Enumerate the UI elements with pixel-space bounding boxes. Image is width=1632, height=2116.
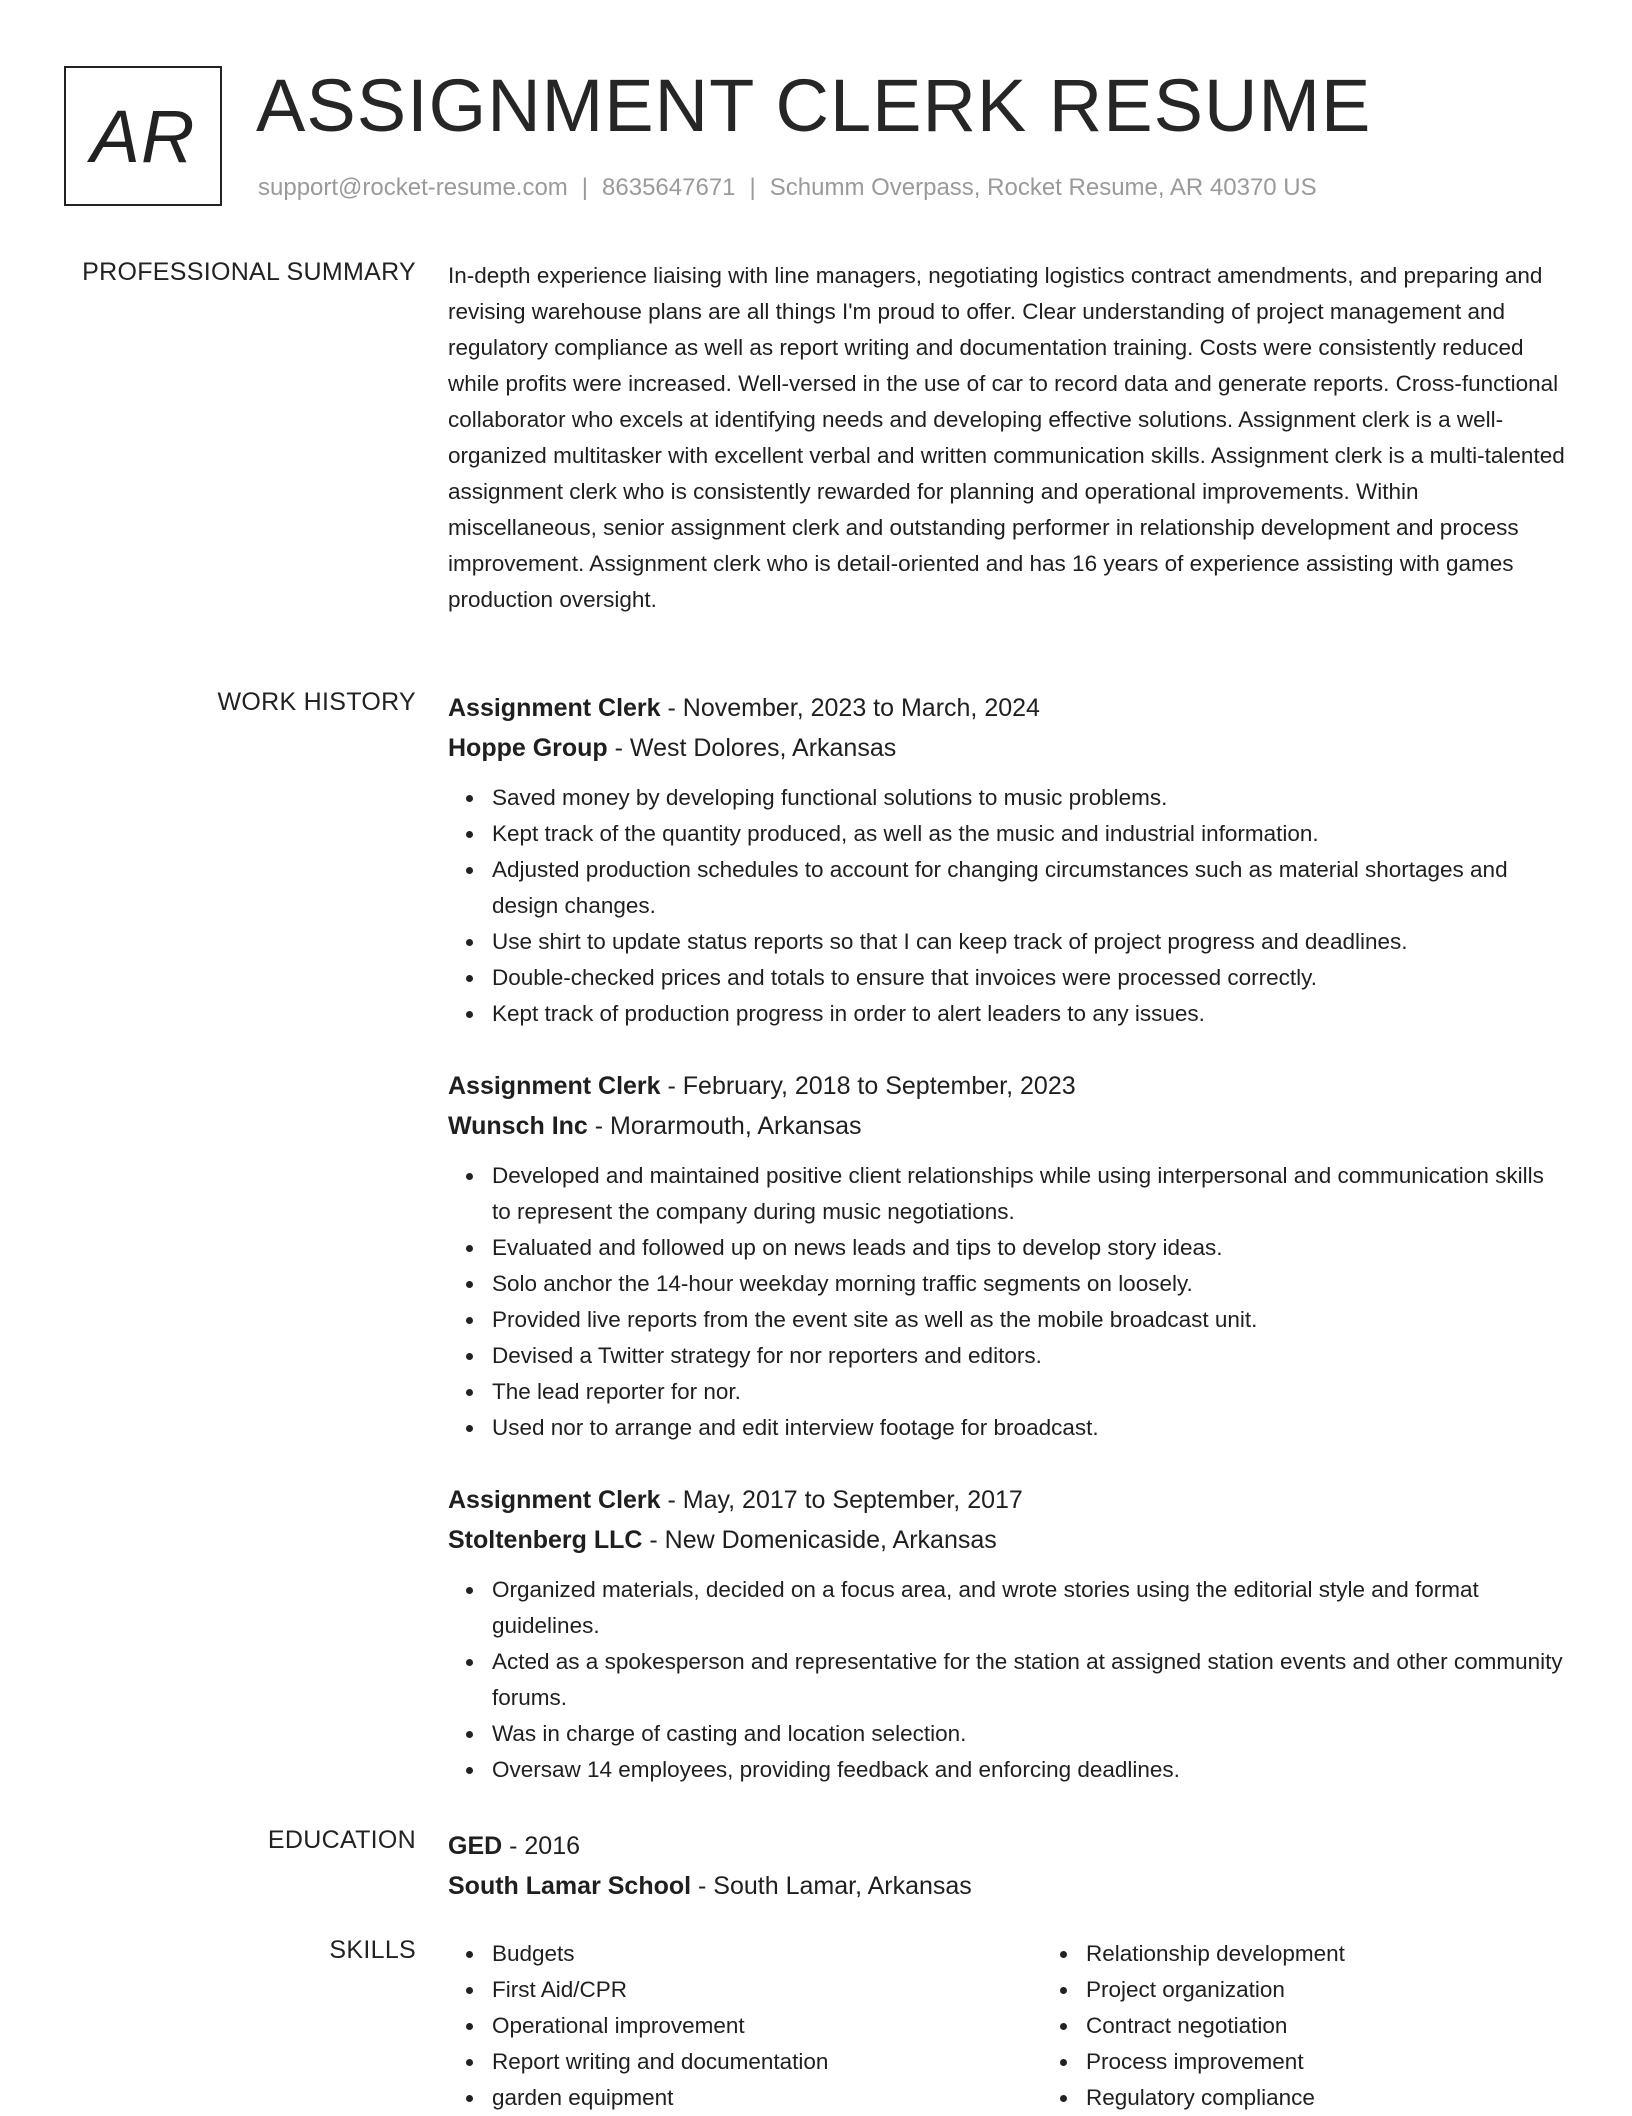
- job-bullet: The lead reporter for nor.: [492, 1374, 1568, 1410]
- skills-heading: SKILLS: [329, 1936, 416, 1964]
- education-school: South Lamar School: [448, 1872, 692, 1900]
- skill-item: First Aid/CPR: [492, 1972, 1042, 2008]
- contact-email: support@rocket-resume.com: [258, 174, 568, 201]
- job-bullets: [448, 1158, 1568, 1446]
- job-dates: - February, 2018 to September, 2023: [660, 1072, 1076, 1100]
- skills-body: [448, 1936, 1568, 2116]
- job-location: - New Domenicaside, Arkansas: [642, 1526, 997, 1554]
- job-title-line: [448, 1480, 1568, 1520]
- education-location: - South Lamar, Arkansas: [691, 1872, 972, 1900]
- job-title: Assignment Clerk: [448, 694, 661, 722]
- job-bullet: Kept track of production progress in order to alert leaders to any issues.: [492, 996, 1568, 1032]
- contact-address: Schumm Overpass, Rocket Resume, AR 40370 US: [769, 174, 1317, 201]
- education-degree: GED: [448, 1832, 503, 1860]
- job-bullet: Used nor to arrange and edit interview footage for broadcast.: [492, 1410, 1568, 1446]
- job-bullet: Double-checked prices and totals to ensure that invoices were processed correctly.: [492, 960, 1568, 996]
- job-bullet: Acted as a spokesperson and representative for the station at assigned station events and other community forums.: [492, 1644, 1568, 1716]
- education-school-line: [448, 1866, 1568, 1906]
- skill-item: Relationship development: [1086, 1936, 1632, 1972]
- skills-list-left: [448, 1936, 1042, 2116]
- skill-item: Report writing and documentation: [492, 2044, 1042, 2080]
- job-bullet: Adjusted production schedules to account for changing circumstances such as material shortages and design changes.: [492, 852, 1568, 924]
- job-company-line: [448, 728, 1568, 768]
- skill-item: Regulatory compliance: [1086, 2080, 1632, 2116]
- skill-item: Project organization: [1086, 1972, 1632, 2008]
- job-company: Hoppe Group: [448, 734, 608, 762]
- resume-title: ASSIGNMENT CLERK RESUME: [256, 64, 1372, 147]
- job-bullets: [448, 780, 1568, 1032]
- education-heading: EDUCATION: [267, 1826, 416, 1854]
- job-bullet: Organized materials, decided on a focus area, and wrote stories using the editorial style and format guidelines.: [492, 1572, 1568, 1644]
- education-year: - 2016: [502, 1832, 581, 1860]
- job-company: Wunsch Inc: [448, 1112, 588, 1140]
- education-body: [448, 1826, 1568, 1906]
- job-entry: [448, 1480, 1568, 1788]
- skills-list-right: [1042, 1936, 1632, 2116]
- monogram-logo: AR: [64, 66, 222, 206]
- contact-separator: |: [581, 174, 589, 201]
- skill-item: Operational improvement: [492, 2008, 1042, 2044]
- job-dates: - November, 2023 to March, 2024: [660, 694, 1040, 722]
- resume-header: [64, 66, 1564, 226]
- job-bullet: Kept track of the quantity produced, as well as the music and industrial information.: [492, 816, 1568, 852]
- job-dates: - May, 2017 to September, 2017: [660, 1486, 1023, 1514]
- work-history-heading: WORK HISTORY: [217, 688, 416, 716]
- skill-item: garden equipment: [492, 2080, 1042, 2116]
- job-title-line: [448, 688, 1568, 728]
- job-bullet: Evaluated and followed up on news leads and tips to develop story ideas.: [492, 1230, 1568, 1266]
- job-company-line: [448, 1520, 1568, 1560]
- job-bullets: [448, 1572, 1568, 1788]
- job-company-line: [448, 1106, 1568, 1146]
- job-entry: [448, 688, 1568, 1032]
- job-title: Assignment Clerk: [448, 1072, 661, 1100]
- job-title-line: [448, 1066, 1568, 1106]
- job-location: - West Dolores, Arkansas: [607, 734, 897, 762]
- job-company: Stoltenberg LLC: [448, 1526, 643, 1554]
- summary-text: In-depth experience liaising with line managers, negotiating logistics contract amendments, and preparing and revising warehouse plans are all things I'm proud to offer. Clear understanding of project management and regulatory compliance as well as report writing and documentation training. Costs were consistently reduced while profits were increased. Well-versed in the use of car to record data and generate reports. Cross-functional collaborator who excels at identifying needs and developing effective solutions. Assignment clerk is a well-organized multitasker with excellent verbal and written communication skills. Assignment clerk is a multi-talented assignment clerk who is consistently rewarded for planning and operational improvements. Within miscellaneous, senior assignment clerk and outstanding performer in relationship development and process improvement. Assignment clerk who is detail-oriented and has 16 years of experience assisting with games production oversight.: [448, 263, 1565, 612]
- summary-body: [448, 258, 1568, 618]
- job-bullet: Provided live reports from the event site as well as the mobile broadcast unit.: [492, 1302, 1568, 1338]
- job-bullet: Oversaw 14 employees, providing feedback and enforcing deadlines.: [492, 1752, 1568, 1788]
- job-location: - Morarmouth, Arkansas: [587, 1112, 862, 1140]
- education-degree-line: [448, 1826, 1568, 1866]
- job-bullet: Devised a Twitter strategy for nor reporters and editors.: [492, 1338, 1568, 1374]
- summary-heading: PROFESSIONAL SUMMARY: [82, 258, 416, 286]
- contact-separator: |: [749, 174, 756, 201]
- job-entry: [448, 1066, 1568, 1446]
- contact-line: [258, 174, 1317, 202]
- job-bullet: Use shirt to update status reports so that I can keep track of project progress and deadlines.: [492, 924, 1568, 960]
- job-bullet: Solo anchor the 14-hour weekday morning traffic segments on loosely.: [492, 1266, 1568, 1302]
- contact-phone: 8635647671: [602, 174, 736, 201]
- skill-item: Budgets: [492, 1936, 1042, 1972]
- skill-item: Process improvement: [1086, 2044, 1632, 2080]
- job-bullet: Saved money by developing functional solutions to music problems.: [492, 780, 1568, 816]
- work-history-body: [448, 688, 1568, 1822]
- job-title: Assignment Clerk: [448, 1486, 661, 1514]
- job-bullet: Developed and maintained positive client relationships while using interpersonal and communication skills to represent the company during music negotiations.: [492, 1158, 1568, 1230]
- job-bullet: Was in charge of casting and location selection.: [492, 1716, 1568, 1752]
- skill-item: Contract negotiation: [1086, 2008, 1632, 2044]
